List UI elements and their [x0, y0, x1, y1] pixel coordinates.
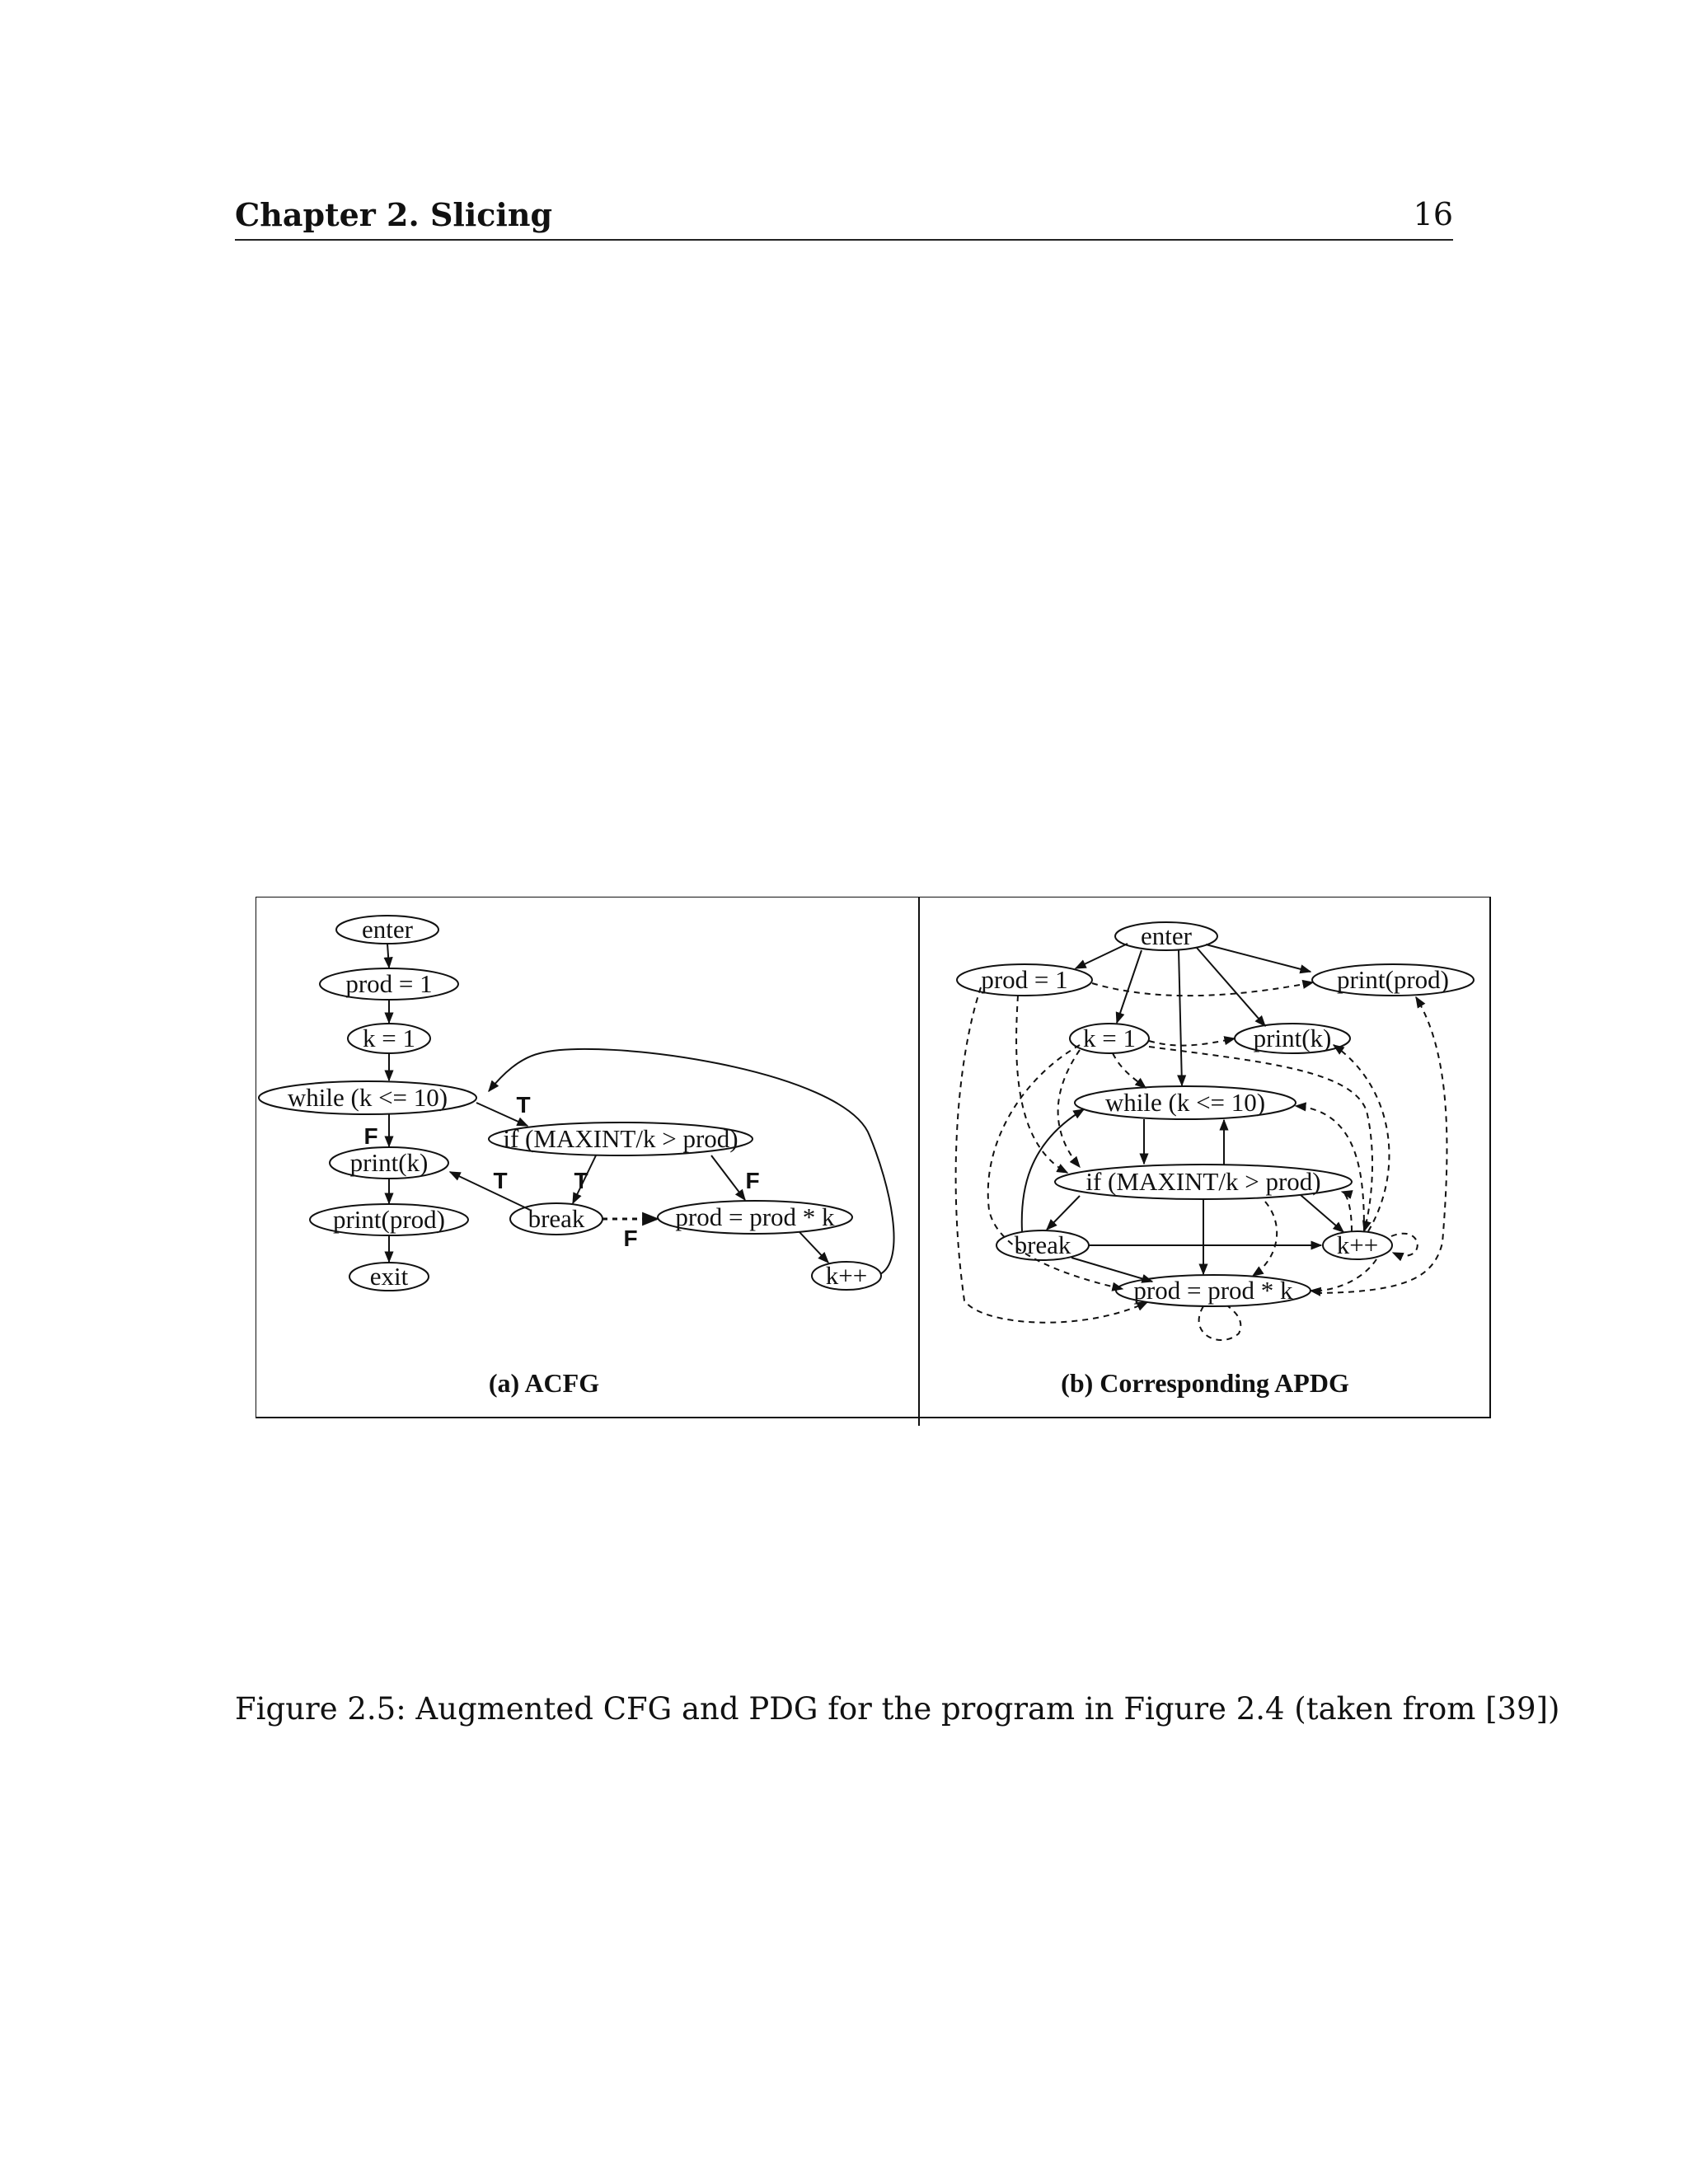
a-label-exit: exit: [369, 1262, 409, 1291]
b-label-printprod: print(prod): [1336, 965, 1450, 994]
b-edge: [1179, 950, 1182, 1085]
a-label-printk: print(k): [349, 1148, 429, 1177]
a-edge-label-while-T: T: [516, 1092, 531, 1118]
b-dep-edge: [1334, 1045, 1389, 1231]
b-dep-edge: [1149, 1038, 1235, 1046]
b-edge: [1076, 944, 1128, 968]
page-number: 16: [1413, 196, 1453, 232]
b-label-while: while (k <= 10): [1104, 1088, 1266, 1117]
figure-caption: Figure 2.5: Augmented CFG and PDG for the program in Figure 2.4 (taken from [39]): [235, 1691, 1560, 1727]
a-label-break: break: [528, 1204, 585, 1233]
b-label-enter: enter: [1141, 921, 1192, 950]
b-dep-edge: [1199, 1306, 1241, 1340]
b-dep-edge: [1253, 1202, 1277, 1276]
a-edge-label-while-F: F: [363, 1123, 378, 1149]
chapter-title: Chapter 2. Slicing: [235, 196, 553, 233]
b-label-if: if (MAXINT/k > prod): [1085, 1167, 1321, 1196]
a-label-printprod: print(prod): [332, 1205, 446, 1234]
b-edge: [1206, 944, 1311, 972]
b-label-printk: print(k): [1253, 1024, 1332, 1052]
b-dep-edge: [1311, 1259, 1376, 1291]
panel-a-text: [288, 915, 867, 1398]
panel-b-text: [981, 921, 1449, 1398]
a-edge-label-if-T-printk: T: [493, 1168, 508, 1193]
a-label-k1: k = 1: [363, 1024, 415, 1052]
b-dep-edge: [1113, 1053, 1146, 1088]
b-edge: [1047, 1196, 1080, 1230]
b-edge: [1301, 1195, 1343, 1232]
running-header: [235, 196, 1453, 241]
b-edge: [1022, 1109, 1084, 1231]
panel-b-caption: (b) Corresponding APDG: [1061, 1368, 1349, 1398]
a-edge-label-if-T-break: T: [574, 1168, 588, 1193]
panel-a-caption: (a) ACFG: [488, 1368, 600, 1398]
b-dep-edge: [1391, 1234, 1418, 1256]
b-dep-edge: [1092, 982, 1313, 996]
a-label-while: while (k <= 10): [287, 1083, 448, 1112]
a-edge-label-break-F: F: [623, 1226, 638, 1251]
b-dep-edge: [1316, 997, 1447, 1293]
b-label-prod1: prod = 1: [981, 965, 1068, 994]
a-label-enter: enter: [362, 915, 413, 944]
b-edge: [1197, 948, 1265, 1026]
b-label-kpp: k++: [1336, 1230, 1379, 1259]
figure: [256, 897, 1492, 1432]
a-edge: [387, 944, 389, 968]
a-edge: [450, 1172, 530, 1210]
a-edge: [799, 1232, 828, 1263]
b-label-k1: k = 1: [1083, 1024, 1136, 1052]
b-dep-edge: [1016, 996, 1067, 1173]
b-dep-edge: [1058, 1050, 1080, 1167]
figure-frame: [256, 897, 1490, 1418]
a-label-prod1: prod = 1: [345, 969, 433, 998]
b-label-prodmul: prod = prod * k: [1133, 1276, 1293, 1305]
a-label-if: if (MAXINT/k > prod): [503, 1124, 738, 1153]
b-dep-edge: [1342, 1192, 1352, 1231]
b-edge: [1117, 950, 1142, 1023]
a-label-prodmul: prod = prod * k: [675, 1202, 835, 1231]
a-edge-label-if-F: F: [745, 1168, 760, 1193]
a-label-kpp: k++: [825, 1261, 868, 1290]
a-edge: [711, 1155, 745, 1200]
b-label-break: break: [1014, 1230, 1071, 1259]
a-edge-loop: [489, 1049, 894, 1274]
